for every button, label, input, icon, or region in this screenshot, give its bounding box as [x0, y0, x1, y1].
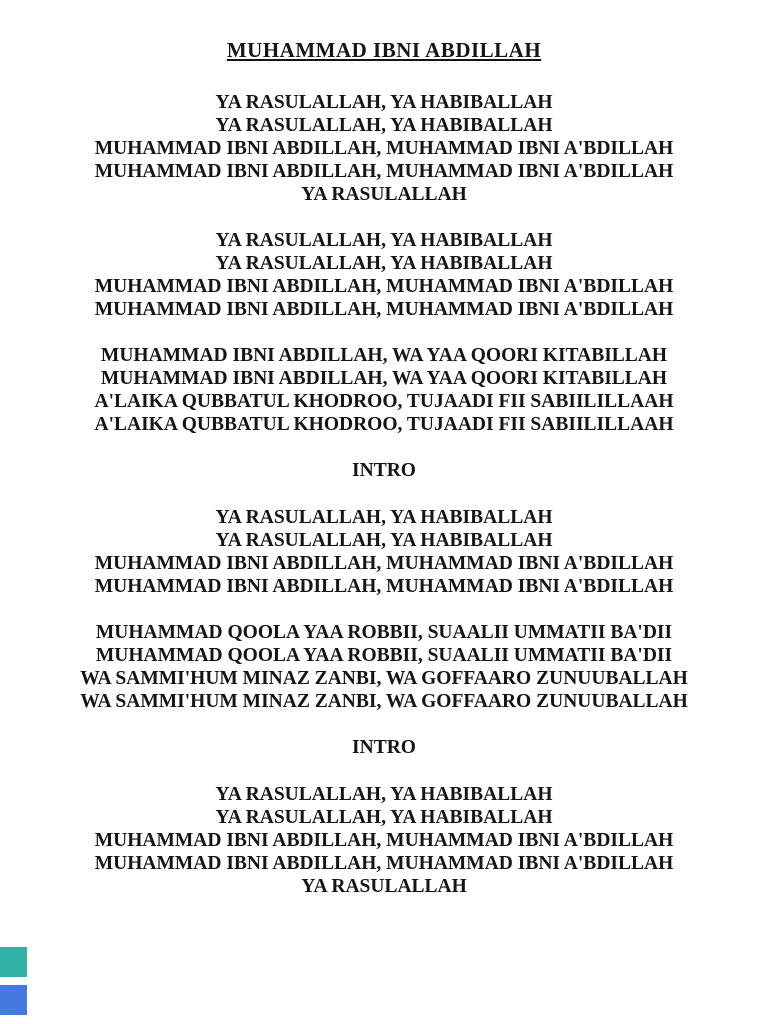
lyrics-line: MUHAMMAD IBNI ABDILLAH, MUHAMMAD IBNI A'BDILLAH: [94, 853, 674, 874]
lyrics-line: MUHAMMAD IBNI ABDILLAH, MUHAMMAD IBNI A'BDILLAH: [94, 553, 674, 574]
lyrics-line: MUHAMMAD IBNI ABDILLAH, WA YAA QOORI KITABILLAH: [100, 345, 668, 366]
section-heading: INTRO: [352, 460, 416, 481]
teal-corner-bar-decoration: [0, 947, 27, 977]
lyrics-line: MUHAMMAD QOOLA YAA ROBBII, SUAALII UMMATII BA'DII: [95, 622, 673, 643]
lyrics-line: MUHAMMAD IBNI ABDILLAH, MUHAMMAD IBNI A'BDILLAH: [94, 576, 674, 597]
lyrics-line: A'LAIKA QUBBATUL KHODROO, TUJAADI FII SABIILILLAAH: [94, 391, 674, 412]
lyrics-line: YA RASULALLAH, YA HABIBALLAH: [215, 115, 553, 136]
lyrics-line: YA RASULALLAH: [301, 876, 467, 897]
lyrics-stanza: [0, 91, 768, 206]
lyrics-line: YA RASULALLAH, YA HABIBALLAH: [215, 253, 553, 274]
lyrics-stanza: [0, 783, 768, 898]
lyrics-line: MUHAMMAD IBNI ABDILLAH, MUHAMMAD IBNI A'BDILLAH: [94, 276, 674, 297]
lyrics-line: WA SAMMI'HUM MINAZ ZANBI, WA GOFFAARO ZUNUUBALLAH: [80, 691, 688, 712]
section-heading: INTRO: [352, 737, 416, 758]
lyrics-line: MUHAMMAD IBNI ABDILLAH, WA YAA QOORI KITABILLAH: [100, 368, 668, 389]
lyrics-stanza: [0, 621, 768, 713]
lyrics-line: MUHAMMAD QOOLA YAA ROBBII, SUAALII UMMATII BA'DII: [95, 645, 673, 666]
lyrics-line: WA SAMMI'HUM MINAZ ZANBI, WA GOFFAARO ZUNUUBALLAH: [80, 668, 688, 689]
lyrics-line: A'LAIKA QUBBATUL KHODROO, TUJAADI FII SABIILILLAAH: [94, 414, 674, 435]
lyrics-stanza: [0, 344, 768, 436]
lyrics-line: YA RASULALLAH, YA HABIBALLAH: [215, 530, 553, 551]
lyrics-line: YA RASULALLAH, YA HABIBALLAH: [215, 92, 553, 113]
lyrics-line: YA RASULALLAH: [301, 184, 467, 205]
lyrics-line: YA RASULALLAH, YA HABIBALLAH: [215, 230, 553, 251]
lyrics-line: MUHAMMAD IBNI ABDILLAH, MUHAMMAD IBNI A'BDILLAH: [94, 161, 674, 182]
lyrics-line: YA RASULALLAH, YA HABIBALLAH: [215, 507, 553, 528]
blue-corner-bar-decoration: [0, 985, 27, 1015]
lyrics-line: MUHAMMAD IBNI ABDILLAH, MUHAMMAD IBNI A'BDILLAH: [94, 299, 674, 320]
lyrics-stanza: [0, 506, 768, 598]
lyrics-body: [0, 91, 768, 898]
document-title: MUHAMMAD IBNI ABDILLAH: [226, 38, 542, 62]
lyrics-stanza: [0, 229, 768, 321]
lyrics-line: YA RASULALLAH, YA HABIBALLAH: [215, 807, 553, 828]
lyrics-line: YA RASULALLAH, YA HABIBALLAH: [215, 784, 553, 805]
lyrics-line: MUHAMMAD IBNI ABDILLAH, MUHAMMAD IBNI A'BDILLAH: [94, 830, 674, 851]
lyrics-line: MUHAMMAD IBNI ABDILLAH, MUHAMMAD IBNI A'BDILLAH: [94, 138, 674, 159]
